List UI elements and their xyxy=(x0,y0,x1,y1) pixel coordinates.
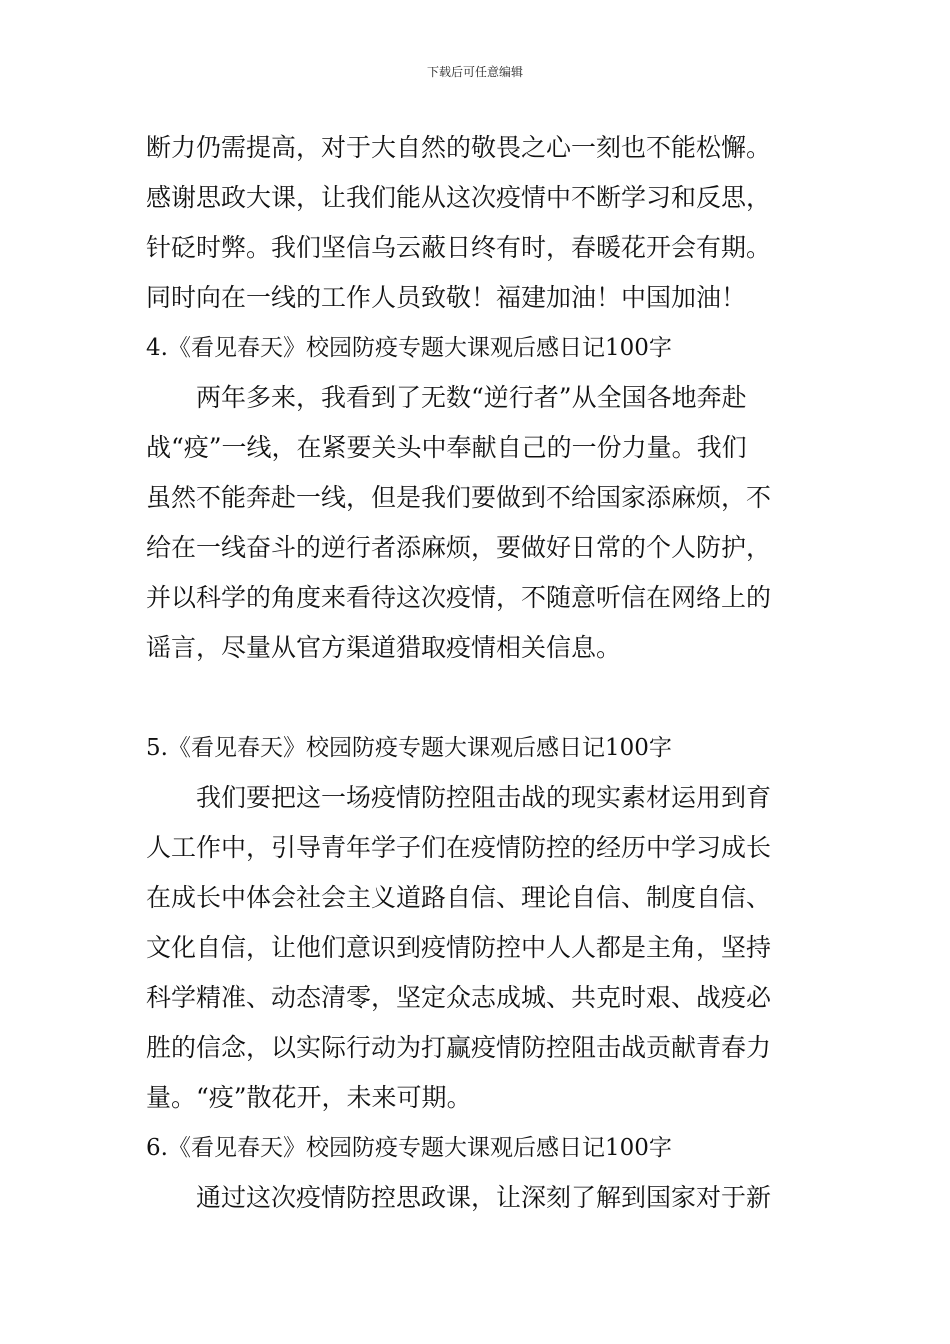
paragraph-line: 战“疫”一线，在紧要关头中奉献自己的一份力量。我们 xyxy=(146,433,747,462)
page-header-note: 下载后可任意编辑 xyxy=(426,65,523,79)
blank-line xyxy=(146,673,810,723)
paragraph-line: 感谢思政大课，让我们能从这次疫情中不断学习和反思， xyxy=(146,183,772,212)
paragraph-line: 人工作中，引导青年学子们在疫情防控的经历中学习成长 xyxy=(146,833,772,862)
paragraph-line: 虽然不能奔赴一线，但是我们要做到不给国家添麻烦，不 xyxy=(146,483,772,512)
paragraph-line: 胜的信念，以实际行动为打赢疫情防控阻击战贡献青春力 xyxy=(146,1033,772,1062)
document-body xyxy=(146,123,810,1223)
paragraph-line: 通过这次疫情防控思政课，让深刻了解到国家对于新 xyxy=(196,1183,772,1212)
paragraph-line: 在成长中体会社会主义道路自信、理论自信、制度自信、 xyxy=(146,883,772,912)
paragraph-line: 给在一线奋斗的逆行者添麻烦，要做好日常的个人防护， xyxy=(146,533,772,562)
paragraph-line: 谣言，尽量从官方渠道猎取疫情相关信息。 xyxy=(146,633,622,662)
paragraph-line: 我们要把这一场疫情防控阻击战的现实素材运用到育 xyxy=(196,783,772,812)
paragraph-line: 量。“疫”散花开，未来可期。 xyxy=(146,1083,472,1112)
paragraph-line: 并以科学的角度来看待这次疫情，不随意听信在网络上的 xyxy=(146,583,772,612)
paragraph-line: 针砭时弊。我们坚信乌云蔽日终有时，春暖花开会有期。 xyxy=(146,233,772,262)
paragraph-line: 断力仍需提高，对于大自然的敬畏之心一刻也不能松懈。 xyxy=(146,133,772,162)
section-heading-4: 4.《看见春天》校园防疫专题大课观后感日记100字 xyxy=(146,335,672,361)
paragraph-line: 两年多来，我看到了无数“逆行者”从全国各地奔赴 xyxy=(196,383,747,412)
paragraph-line: 同时向在一线的工作人员致敬！福建加油！中国加油！ xyxy=(146,283,747,312)
section-heading-6: 6.《看见春天》校园防疫专题大课观后感日记100字 xyxy=(146,1135,672,1161)
paragraph-line: 文化自信，让他们意识到疫情防控中人人都是主角，坚持 xyxy=(146,933,772,962)
paragraph-line: 科学精准、动态清零，坚定众志成城、共克时艰、战疫必 xyxy=(146,983,772,1012)
section-heading-5: 5.《看见春天》校园防疫专题大课观后感日记100字 xyxy=(146,735,672,761)
